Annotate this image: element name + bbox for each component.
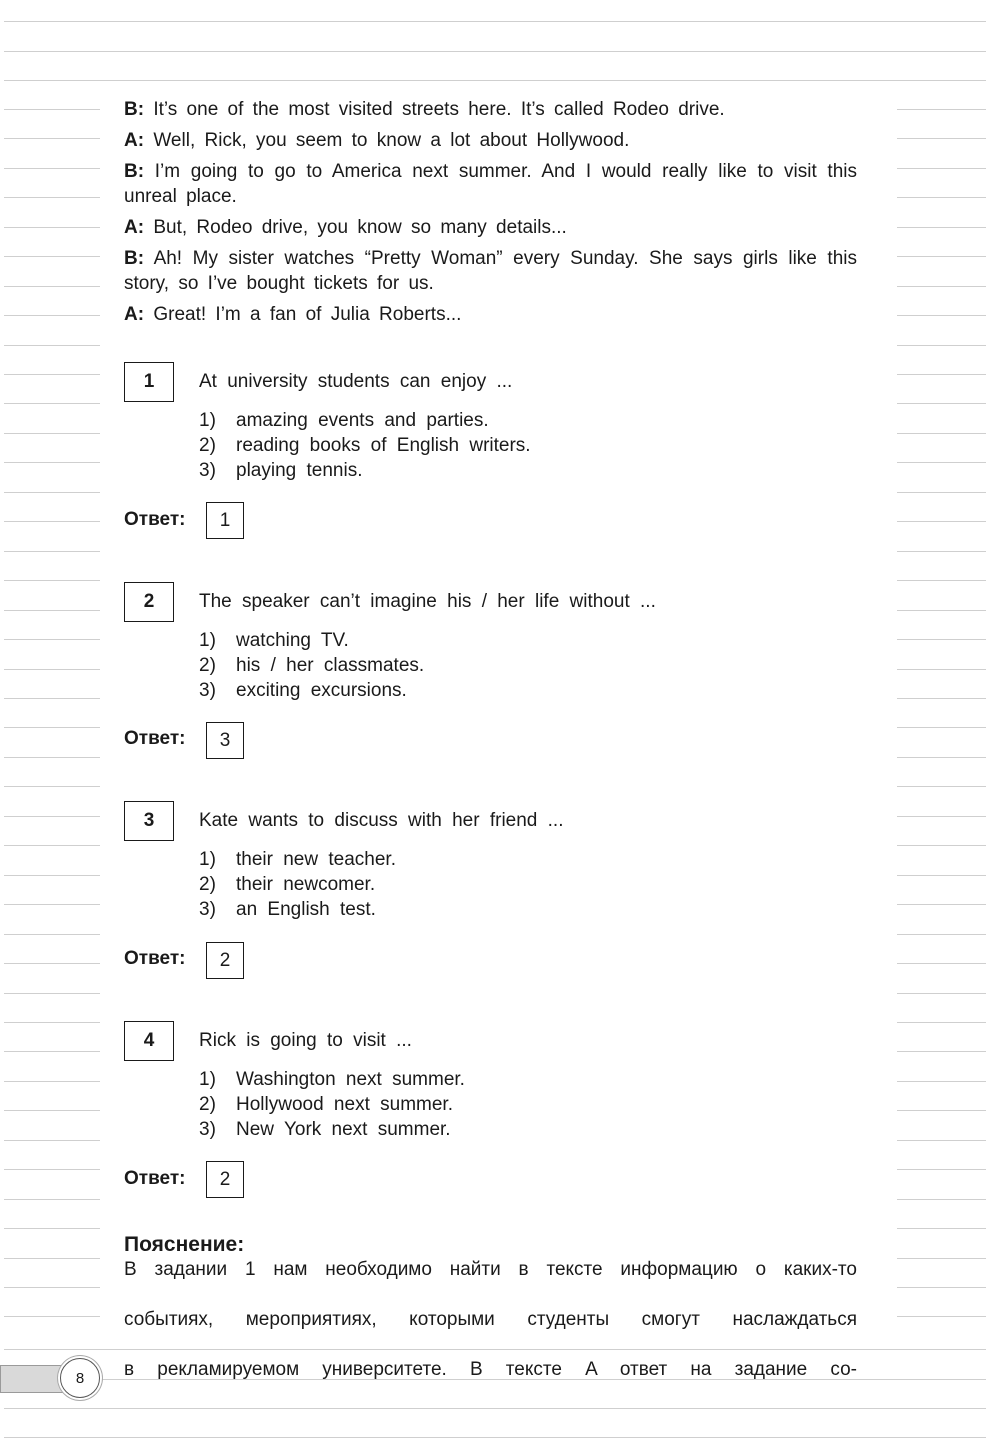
ruled-line xyxy=(897,227,986,228)
page-number: 8 xyxy=(60,1358,100,1398)
ruled-line xyxy=(4,727,100,728)
dialog-line xyxy=(124,246,857,296)
speaker-label: B: xyxy=(124,161,145,182)
ruled-line xyxy=(897,580,986,581)
option xyxy=(199,678,424,703)
ruled-line xyxy=(4,1437,986,1438)
ruled-line xyxy=(4,51,986,52)
ruled-line xyxy=(4,286,100,287)
ruled-line xyxy=(897,610,986,611)
ruled-line xyxy=(897,403,986,404)
ruled-line xyxy=(4,1051,100,1052)
option-text: playing tennis. xyxy=(236,460,363,481)
ruled-line xyxy=(897,315,986,316)
ruled-line xyxy=(897,904,986,905)
option xyxy=(199,1117,465,1142)
option-number: 3) xyxy=(199,460,216,481)
question-text: At university students can enjoy ... xyxy=(199,371,513,392)
ruled-line xyxy=(897,875,986,876)
answer-label: Ответ: xyxy=(124,509,186,530)
option-number: 1) xyxy=(199,1069,216,1090)
ruled-line xyxy=(897,492,986,493)
ruled-line xyxy=(4,610,100,611)
option-text: exciting excursions. xyxy=(236,680,407,701)
question-number: 3 xyxy=(124,801,174,841)
dialog-line-text: I’m going to go to America next summer. And I would really like to visit this unreal place. xyxy=(124,161,857,207)
dialog-line-text: But, Rodeo drive, you know so many details... xyxy=(153,217,567,238)
ruled-line xyxy=(897,1199,986,1200)
option-text: their newcomer. xyxy=(236,874,376,895)
option-text: Washington next summer. xyxy=(236,1069,465,1090)
ruled-line xyxy=(4,80,986,81)
explanation-line: В задании 1 нам необходимо найти в тексте информацию о каких-то xyxy=(124,1259,857,1280)
option-number: 2) xyxy=(199,435,216,456)
ruled-line xyxy=(897,256,986,257)
ruled-line xyxy=(4,345,100,346)
dialog-line xyxy=(124,128,857,153)
speaker-label: A: xyxy=(124,130,145,151)
ruled-line xyxy=(4,256,100,257)
question-text: Kate wants to discuss with her friend ... xyxy=(199,810,564,831)
option-number: 3) xyxy=(199,899,216,920)
dialog-line-text: Great! I’m a fan of Julia Roberts... xyxy=(153,304,462,325)
ruled-line xyxy=(897,433,986,434)
ruled-line xyxy=(897,1140,986,1141)
option-number: 3) xyxy=(199,1119,216,1140)
ruled-line xyxy=(4,492,100,493)
options-list xyxy=(199,408,531,483)
question-number: 4 xyxy=(124,1021,174,1061)
answer-box[interactable]: 3 xyxy=(206,722,244,759)
ruled-line xyxy=(897,845,986,846)
option-number: 3) xyxy=(199,680,216,701)
ruled-line xyxy=(897,963,986,964)
ruled-line xyxy=(897,1228,986,1229)
option-text: watching TV. xyxy=(236,630,349,651)
answer-label: Ответ: xyxy=(124,1168,186,1189)
ruled-line xyxy=(4,1258,100,1259)
ruled-line xyxy=(897,462,986,463)
speaker-label: A: xyxy=(124,304,145,325)
dialog-text xyxy=(124,97,857,333)
answer-label: Ответ: xyxy=(124,728,186,749)
ruled-line xyxy=(897,1051,986,1052)
ruled-line xyxy=(897,286,986,287)
ruled-line xyxy=(4,462,100,463)
ruled-line xyxy=(4,1408,986,1409)
option xyxy=(199,897,396,922)
ruled-line xyxy=(4,197,100,198)
ruled-line xyxy=(897,698,986,699)
ruled-line xyxy=(4,845,100,846)
dialog-line xyxy=(124,215,857,240)
ruled-line xyxy=(4,168,100,169)
ruled-line xyxy=(897,374,986,375)
speaker-label: B: xyxy=(124,248,145,269)
ruled-line xyxy=(4,786,100,787)
option xyxy=(199,847,396,872)
answer-box[interactable]: 2 xyxy=(206,942,244,979)
ruled-line xyxy=(897,1110,986,1111)
answer-label: Ответ: xyxy=(124,948,186,969)
ruled-line xyxy=(897,1081,986,1082)
ruled-line xyxy=(4,551,100,552)
options-list xyxy=(199,1067,465,1142)
ruled-line xyxy=(4,227,100,228)
dialog-line-text: It’s one of the most visited streets here. It’s called Rodeo drive. xyxy=(153,99,725,120)
ruled-line xyxy=(897,551,986,552)
option xyxy=(199,628,424,653)
ruled-line xyxy=(4,521,100,522)
ruled-line xyxy=(4,698,100,699)
option-text: his / her classmates. xyxy=(236,655,425,676)
explanation-line: событиях, мероприятиях, которыми студенты смогут наслаждаться xyxy=(124,1309,857,1330)
ruled-line xyxy=(4,1199,100,1200)
option-text: their new teacher. xyxy=(236,849,396,870)
ruled-line xyxy=(4,1228,100,1229)
option-number: 2) xyxy=(199,874,216,895)
explanation xyxy=(124,1232,857,1407)
ruled-line xyxy=(4,904,100,905)
ruled-line xyxy=(4,934,100,935)
options-list xyxy=(199,628,424,703)
option-text: amazing events and parties. xyxy=(236,410,489,431)
ruled-line xyxy=(897,345,986,346)
ruled-line xyxy=(4,1169,100,1170)
question-text: Rick is going to visit ... xyxy=(199,1030,412,1051)
option-number: 2) xyxy=(199,655,216,676)
options-list xyxy=(199,847,396,922)
ruled-line xyxy=(4,875,100,876)
speaker-label: B: xyxy=(124,99,145,120)
ruled-line xyxy=(4,580,100,581)
option-text: New York next summer. xyxy=(236,1119,451,1140)
option xyxy=(199,1067,465,1092)
dialog-line xyxy=(124,302,857,327)
dialog-line-text: Well, Rick, you seem to know a lot about Hollywood. xyxy=(153,130,630,151)
ruled-line xyxy=(4,1022,100,1023)
option xyxy=(199,408,531,433)
question-number: 1 xyxy=(124,362,174,402)
option xyxy=(199,653,424,678)
ruled-line xyxy=(4,963,100,964)
dialog-line xyxy=(124,97,857,122)
ruled-line xyxy=(897,639,986,640)
ruled-line xyxy=(897,1258,986,1259)
dialog-line-text: Ah! My sister watches “Pretty Woman” every Sunday. She says girls like this story, so I’ve bought tickets for us. xyxy=(124,248,857,294)
ruled-line xyxy=(897,1169,986,1170)
dialog-line xyxy=(124,159,857,209)
ruled-line xyxy=(4,374,100,375)
ruled-line xyxy=(4,138,100,139)
ruled-line xyxy=(4,1081,100,1082)
ruled-line xyxy=(4,1287,100,1288)
question-text: The speaker can’t imagine his / her life without ... xyxy=(199,591,656,612)
option xyxy=(199,1092,465,1117)
ruled-line xyxy=(897,1022,986,1023)
ruled-line xyxy=(4,21,986,22)
ruled-line xyxy=(4,403,100,404)
ruled-line xyxy=(897,816,986,817)
ruled-line xyxy=(897,109,986,110)
page-tab xyxy=(0,1365,66,1393)
ruled-line xyxy=(4,993,100,994)
option-number: 2) xyxy=(199,1094,216,1115)
question-number: 2 xyxy=(124,582,174,622)
option xyxy=(199,433,531,458)
ruled-line xyxy=(897,727,986,728)
explanation-heading: Пояснение: xyxy=(124,1233,245,1256)
answer-box[interactable]: 1 xyxy=(206,502,244,539)
ruled-line xyxy=(897,168,986,169)
answer-box[interactable]: 2 xyxy=(206,1161,244,1198)
ruled-line xyxy=(897,993,986,994)
option-number: 1) xyxy=(199,849,216,870)
option-number: 1) xyxy=(199,630,216,651)
ruled-line xyxy=(897,1316,986,1317)
ruled-line xyxy=(4,315,100,316)
ruled-line xyxy=(897,786,986,787)
ruled-line xyxy=(897,1287,986,1288)
explanation-line: в рекламируемом университете. В тексте A ответ на задание со- xyxy=(124,1359,857,1380)
ruled-line xyxy=(4,109,100,110)
ruled-line xyxy=(4,816,100,817)
ruled-line xyxy=(897,757,986,758)
ruled-line xyxy=(4,639,100,640)
ruled-line xyxy=(4,1140,100,1141)
option-text: Hollywood next summer. xyxy=(236,1094,453,1115)
option-number: 1) xyxy=(199,410,216,431)
ruled-line xyxy=(4,1316,100,1317)
ruled-line xyxy=(4,669,100,670)
option xyxy=(199,458,531,483)
speaker-label: A: xyxy=(124,217,145,238)
option xyxy=(199,872,396,897)
option-text: an English test. xyxy=(236,899,376,920)
ruled-line xyxy=(897,197,986,198)
ruled-line xyxy=(897,138,986,139)
ruled-line xyxy=(897,521,986,522)
ruled-line xyxy=(4,757,100,758)
ruled-line xyxy=(897,934,986,935)
option-text: reading books of English writers. xyxy=(236,435,531,456)
ruled-line xyxy=(4,1110,100,1111)
ruled-line xyxy=(4,433,100,434)
ruled-line xyxy=(897,669,986,670)
